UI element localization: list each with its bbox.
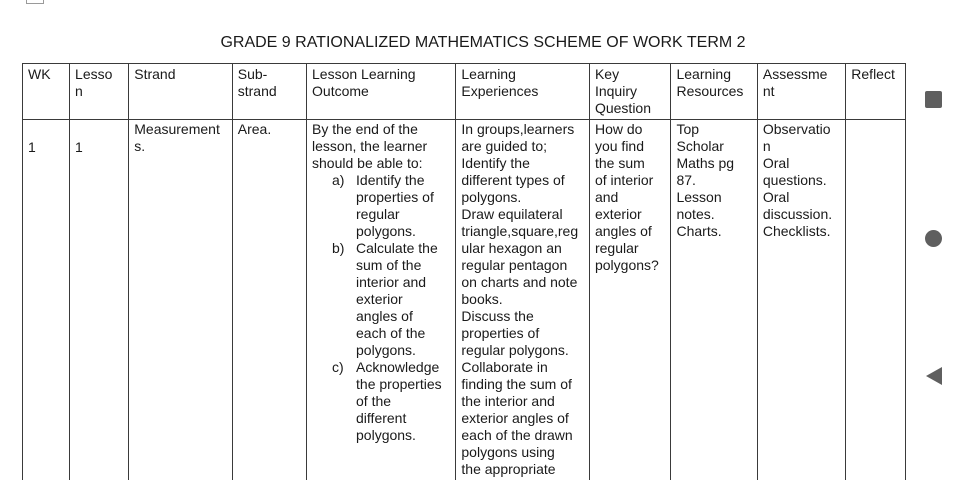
text-line: are guided to; — [461, 138, 548, 154]
text-line: angles of — [594, 223, 652, 239]
text-line: How do — [594, 121, 643, 137]
square-icon — [925, 91, 942, 108]
text-line: the interior and — [461, 393, 555, 409]
header-assessment — [757, 64, 845, 120]
text-line: triangle,square,reg — [461, 223, 579, 239]
text-line: properties of — [461, 325, 540, 341]
text-line: notes. — [676, 206, 715, 222]
home-button[interactable] — [924, 229, 944, 249]
text-line: regular pentagon — [461, 257, 568, 273]
text-line: the properties — [356, 376, 442, 392]
cell-wk: 1 — [23, 120, 70, 480]
header-line: Experiences — [461, 83, 539, 99]
text-line: ular hexagon an — [461, 240, 562, 256]
text-line: polygons? — [594, 257, 659, 273]
table-row — [23, 120, 906, 480]
text-line: polygons using — [461, 444, 555, 460]
text-line: Discuss the — [461, 308, 534, 324]
header-line: Inquiry — [594, 83, 637, 99]
recent-apps-button[interactable] — [924, 90, 944, 110]
page-corner-box — [26, 0, 44, 4]
header-line: nt — [762, 83, 775, 99]
text-line: angles of — [356, 308, 413, 324]
text-line: of the — [356, 393, 392, 409]
text-line: Draw equilateral — [461, 206, 563, 222]
text-line: Identify the — [356, 172, 425, 188]
header-line: Question — [594, 100, 652, 116]
header-line: strand — [237, 83, 277, 99]
text-line: regular — [594, 240, 639, 256]
text-line: Maths pg — [676, 155, 735, 171]
text-line: polygons. — [461, 189, 522, 205]
header-line: Strand — [134, 66, 176, 82]
text-line: s. — [134, 138, 146, 154]
back-triangle-icon — [924, 366, 944, 386]
header-line: Learning — [461, 66, 516, 82]
scheme-of-work-table — [22, 63, 906, 480]
cell-sub-strand: Area. — [232, 120, 306, 480]
text-line: and — [594, 189, 619, 205]
text-line: Scholar — [676, 138, 724, 154]
text-line: different types of — [461, 172, 565, 188]
header-learning-outcome — [307, 64, 456, 120]
header-reflection — [846, 64, 906, 120]
text-line: interior and — [356, 274, 427, 290]
circle-icon — [925, 230, 942, 247]
outcome-list — [312, 172, 450, 444]
text-line: exterior — [594, 206, 642, 222]
text-line: the sum — [594, 155, 645, 171]
text-line: Acknowledge — [356, 359, 440, 375]
text-line: questions. — [762, 172, 827, 188]
text-line: Observatio — [762, 121, 831, 137]
header-line: Lesson Learning — [312, 66, 416, 82]
text-line: discussion. — [762, 206, 833, 222]
text-line: finding the sum of — [461, 376, 572, 392]
header-line: Lesso — [75, 66, 113, 82]
header-line: Resources — [676, 83, 744, 99]
back-button[interactable] — [924, 366, 944, 386]
cell-key-inquiry-question — [589, 120, 671, 480]
text-line: sum of the — [356, 257, 422, 273]
header-line: WK — [28, 66, 51, 82]
text-line: different — [356, 410, 407, 426]
text-line: In groups,learners — [461, 121, 575, 137]
text-line: Oral — [762, 189, 790, 205]
cell-strand — [129, 120, 233, 480]
outcome-item — [332, 172, 450, 240]
header-learning-resources — [671, 64, 757, 120]
table-header-row — [23, 64, 906, 120]
header-line: Learning — [676, 66, 731, 82]
text-line: the appropriate — [461, 461, 556, 477]
text-line: exterior — [356, 291, 403, 307]
header-line: Outcome — [312, 83, 369, 99]
document-title: GRADE 9 RATIONALIZED MATHEMATICS SCHEME OF WORK TERM 2 — [220, 34, 746, 51]
text-line: 87. — [676, 172, 696, 188]
text-line: Oral — [762, 155, 790, 171]
header-wk — [23, 64, 70, 120]
outcome-item — [332, 240, 450, 359]
text-line: books. — [461, 291, 503, 307]
header-learning-experiences — [456, 64, 590, 120]
header-key-inquiry-question — [589, 64, 671, 120]
text-line: polygons. — [356, 427, 416, 443]
list-marker: a) — [332, 172, 345, 188]
text-line: regular — [356, 206, 400, 222]
header-lesson — [70, 64, 129, 120]
text-line: properties of — [356, 189, 434, 205]
header-sub-strand — [232, 64, 306, 120]
text-line: on charts and note — [461, 274, 578, 290]
cell-assessment — [757, 120, 845, 480]
text-line: By the end of the — [312, 121, 418, 137]
list-marker: b) — [332, 240, 345, 256]
header-line: Key — [594, 66, 620, 82]
cell-learning-outcome — [307, 120, 456, 480]
text-line: Identify the — [461, 155, 530, 171]
text-line: exterior angles of — [461, 410, 569, 426]
header-line: Reflect — [851, 66, 895, 82]
text-line: Checklists. — [762, 223, 831, 239]
cell-learning-resources — [671, 120, 757, 480]
header-line: n — [75, 83, 83, 99]
text-line: each of the drawn — [461, 427, 573, 443]
text-line: of interior — [594, 172, 654, 188]
text-line: Top — [676, 121, 700, 137]
text-line: lesson, the learner — [312, 138, 428, 154]
text-line: Charts. — [676, 223, 722, 239]
text-line: should be able to: — [312, 155, 423, 171]
text-line: Measurement — [134, 121, 220, 137]
text-line: Lesson — [676, 189, 722, 205]
text-line: n — [762, 138, 771, 154]
outcome-item — [332, 359, 450, 444]
header-line: Assessme — [762, 66, 828, 82]
navigation-bar — [906, 0, 960, 480]
text-line: Calculate the — [356, 240, 438, 256]
text-line: each of the — [356, 325, 426, 341]
text-line: Collaborate in — [461, 359, 548, 375]
cell-learning-experiences — [456, 120, 590, 480]
header-strand — [129, 64, 233, 120]
text-line: you find — [594, 138, 645, 154]
text-line: polygons. — [356, 223, 416, 239]
cell-reflection — [846, 120, 906, 480]
list-marker: c) — [332, 359, 344, 375]
header-line: Sub- — [237, 66, 268, 82]
text-line: regular polygons. — [461, 342, 569, 358]
text-line: polygons. — [356, 342, 416, 358]
cell-lesson: 1 — [70, 120, 129, 480]
